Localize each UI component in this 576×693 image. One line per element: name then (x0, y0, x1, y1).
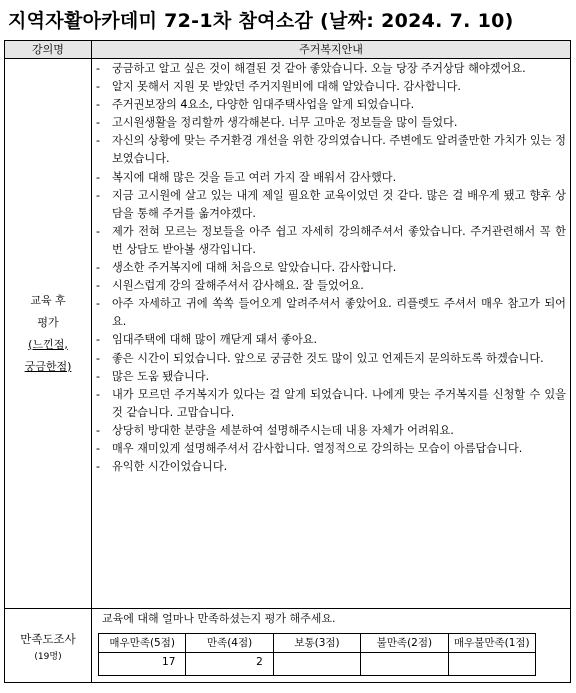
comment-text: 고시원생활을 정리할까 생각해본다. 너무 고마운 정보들을 많이 들었다. (112, 116, 458, 130)
comment-text: 궁금하고 알고 싶은 것이 해결된 것 같아 좋았습니다. 오늘 당장 주거상담 해야겠어요. (112, 62, 526, 75)
comment-text: 매우 재미있게 설명해주셔서 감사합니다. 열정적으로 강의하는 모습이 아름답습니다. (112, 441, 523, 455)
bullet-dash: - (96, 224, 101, 238)
comment-item (96, 114, 566, 132)
satisfaction-label-cell (5, 609, 92, 683)
rating-header-2: 불만족(2점) (361, 634, 448, 653)
comment-text: 임대주택에 대해 많이 깨닫게 돼서 좋아요. (112, 333, 318, 347)
bullet-dash: - (96, 62, 101, 75)
comment-item (96, 78, 566, 96)
evaluation-label (5, 59, 92, 609)
satisfaction-question: 교육에 대해 얼마나 만족하셨는지 평가 해주세요. (102, 612, 336, 625)
comment-text: 복지에 대해 많은 것을 듣고 여러 가지 잘 배워서 감사했다. (112, 170, 397, 184)
rating-value-2 (361, 653, 448, 676)
satisfaction-cell (92, 609, 571, 683)
rating-header-5: 매우만족(5점) (99, 634, 186, 653)
comment-item (96, 440, 566, 458)
comment-item (96, 368, 566, 386)
bullet-dash: - (96, 80, 101, 94)
page-title: 지역자활아카데미 72-1차 참여소감 (날짜: 2024. 7. 10) (8, 10, 514, 32)
comment-item (96, 422, 566, 440)
bullet-dash: - (96, 387, 101, 401)
rating-header-4: 만족(4점) (186, 634, 273, 653)
bullet-dash: - (96, 279, 101, 293)
bullet-dash: - (96, 369, 101, 383)
evaluation-label-line4: 궁금한점) (24, 359, 72, 373)
comment-text: 아주 자세하고 귀에 쏙쏙 들어오게 알려주셔서 좋았어요. 리플렛도 주셔서 매우 참고가 되어요. (112, 297, 566, 329)
rating-value-1 (448, 653, 535, 676)
comments-cell (92, 59, 571, 609)
rating-header-1: 매우불만족(1점) (448, 634, 535, 653)
comment-item (96, 350, 566, 368)
bullet-dash: - (96, 188, 101, 202)
comment-text: 자신의 상황에 맞는 주거환경 개선을 위한 강의였습니다. 주변에도 알려줄만한 가치가 있는 정보였습니다. (112, 134, 566, 166)
comment-item (96, 295, 566, 331)
comment-item (96, 223, 566, 259)
comment-text: 좋은 시간이 되었습니다. 앞으로 궁금한 것도 많이 있고 언제든지 문의하도록 하겠습니다. (112, 351, 544, 365)
bullet-dash: - (96, 460, 101, 474)
bullet-dash: - (96, 261, 101, 275)
lecture-title-header: 주거복지안내 (92, 41, 571, 59)
comment-item (96, 277, 566, 295)
comment-item (96, 458, 566, 476)
bullet-dash: - (96, 98, 101, 112)
rating-header-3: 보통(3점) (273, 634, 360, 653)
bullet-dash: - (96, 116, 101, 130)
bullet-dash: - (96, 333, 101, 347)
comment-text: 주거권보장의 4요소, 다양한 임대주택사업을 알게 되었습니다. (112, 98, 415, 112)
respondent-count: (19명) (34, 651, 62, 662)
rating-value-4: 2 (186, 653, 273, 676)
comment-text: 내가 모르던 주거복지가 있다는 걸 알게 되었습니다. 나에게 맞는 주거복지를 신청할 수 있을 것 같습니다. 고맙습니다. (112, 387, 566, 419)
comment-text: 지금 고시원에 살고 있는 내게 제일 필요한 교육이었던 것 같다. 많은 걸 배우게 됐고 향후 상담을 통해 주거를 옮겨야겠다. (112, 188, 566, 220)
comment-text: 시원스럽게 강의 잘해주셔서 감사해요. 잘 들었어요. (112, 279, 364, 293)
survey-table (4, 40, 571, 683)
comment-text: 생소한 주거복지에 대해 처음으로 알았습니다. 감사합니다. (112, 261, 397, 275)
comment-text: 알지 못해서 지원 못 받았던 주거지원비에 대해 알았습니다. 감사합니다. (112, 80, 461, 94)
evaluation-label-line2: 평가 (37, 315, 59, 329)
rating-value-3 (273, 653, 360, 676)
comment-item (96, 132, 566, 168)
lecture-name-header: 강의명 (5, 41, 92, 59)
bullet-dash: - (96, 134, 101, 148)
bullet-dash: - (96, 351, 101, 365)
comment-item (96, 259, 566, 277)
rating-value-5: 17 (99, 653, 186, 676)
comment-list (92, 59, 570, 476)
bullet-dash: - (96, 423, 101, 437)
comment-text: 많은 도움 됐습니다. (112, 369, 210, 383)
comment-text: 유익한 시간이었습니다. (112, 460, 228, 474)
bullet-dash: - (96, 441, 101, 455)
comment-item (96, 96, 566, 114)
comment-item (96, 60, 566, 78)
comment-item (96, 331, 566, 349)
comment-text: 상당히 방대한 분량을 세분하여 설명해주시는데 내용 자체가 어려워요. (112, 423, 454, 437)
satisfaction-label: 만족도조사 (20, 631, 76, 646)
bullet-dash: - (96, 297, 101, 311)
bullet-dash: - (96, 170, 101, 184)
evaluation-label-line3: (느낀점, (28, 337, 68, 351)
satisfaction-table (98, 633, 536, 676)
comment-text: 제가 전혀 모르는 정보들을 아주 쉽고 자세히 강의해주셔서 좋았습니다. 주거관련해서 꼭 한 번 상담도 받아볼 생각입니다. (112, 224, 566, 256)
comment-item (96, 187, 566, 223)
comment-item (96, 169, 566, 187)
evaluation-label-line1: 교육 후 (30, 293, 66, 307)
comment-item (96, 386, 566, 422)
